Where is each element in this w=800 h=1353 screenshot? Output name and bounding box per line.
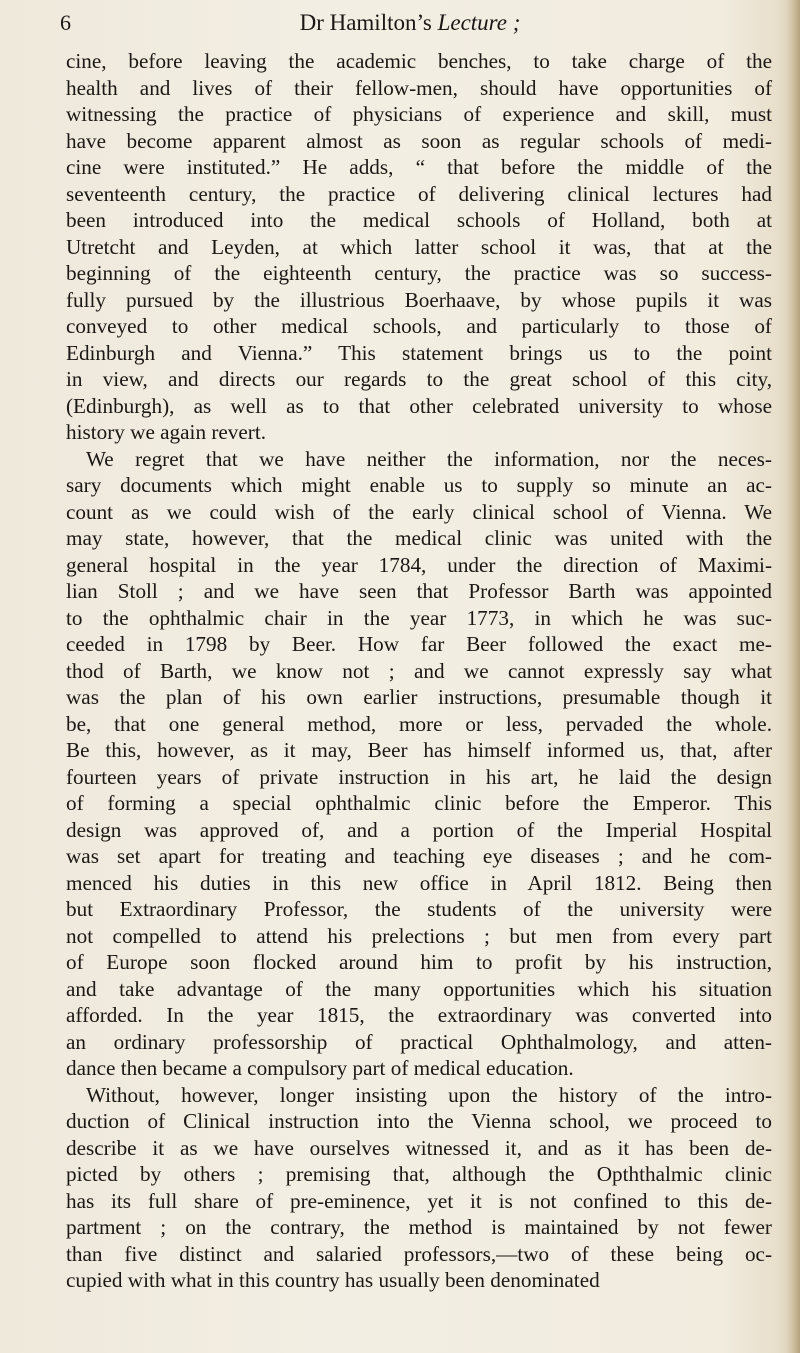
text-line: may state, however, that the medical clinic was united with the	[66, 526, 772, 550]
text-line: cine, before leaving the academic benches, to take charge of the	[66, 49, 772, 73]
running-head-author: Dr Hamilton’s	[299, 10, 432, 35]
text-line: Utretcht and Leyden, at which latter school it was, that at the	[66, 234, 772, 259]
text-line: to the ophthalmic chair in the year 1773, in which he was suc-	[66, 605, 772, 630]
paragraph	[66, 1082, 772, 1294]
paragraph	[66, 446, 772, 1082]
text-line: than five distinct and salaried professors,—two of these being oc-	[66, 1241, 772, 1266]
running-head	[60, 10, 760, 36]
text-line: in view, and directs our regards to the great school of this city,	[66, 367, 772, 391]
text-line: and take advantage of the many opportunities which his situation	[66, 976, 772, 1001]
text-line: beginning of the eighteenth century, the practice was so success-	[66, 261, 772, 285]
text-line: afforded. In the year 1815, the extraordinary was converted into	[66, 1003, 772, 1027]
text-line: partment ; on the contrary, the method is maintained by not fewer	[66, 1215, 772, 1239]
text-line: count as we could wish of the early clinical school of Vienna. We	[66, 499, 772, 524]
text-line: dance then became a compulsory part of medical education.	[66, 1056, 574, 1080]
text-line: health and lives of their fellow-men, should have opportunities of	[66, 75, 772, 100]
text-line: cupied with what in this country has usually been denominated	[66, 1268, 600, 1292]
text-line: sary documents which might enable us to supply so minute an ac-	[66, 473, 772, 497]
text-line: been introduced into the medical schools of Holland, both at	[66, 208, 772, 232]
text-line: Be this, however, as it may, Beer has himself informed us, that, after	[66, 738, 772, 762]
text-line: (Edinburgh), as well as to that other celebrated university to whose	[66, 393, 772, 418]
text-line: conveyed to other medical schools, and particularly to those of	[66, 314, 772, 338]
text-line: an ordinary professorship of practical Ophthalmology, and atten-	[66, 1029, 772, 1054]
text-line: was the plan of his own earlier instructions, presumable though it	[66, 685, 772, 709]
text-line: picted by others ; premising that, although the Opththalmic clinic	[66, 1162, 772, 1186]
text-line: not compelled to attend his prelections ; but men from every part	[66, 923, 772, 948]
page-edge-shadow	[786, 0, 800, 1353]
running-header	[60, 8, 760, 42]
text-line: Without, however, longer insisting upon the history of the intro-	[86, 1082, 772, 1107]
paragraph	[66, 48, 772, 446]
text-line: menced his duties in this new office in April 1812. Being then	[66, 870, 772, 895]
text-line: design was approved of, and a portion of the Imperial Hospital	[66, 817, 772, 842]
text-line: thod of Barth, we know not ; and we cannot expressly say what	[66, 658, 772, 683]
running-head-title: Lecture ;	[437, 10, 521, 35]
text-line: but Extraordinary Professor, the students of the university were	[66, 897, 772, 921]
text-line: Edinburgh and Vienna.” This statement brings us to the point	[66, 340, 772, 365]
text-line: seventeenth century, the practice of delivering clinical lectures had	[66, 181, 772, 206]
page-number: 6	[60, 10, 72, 35]
body-text	[66, 48, 772, 1294]
text-line: has its full share of pre-eminence, yet it is not confined to this de-	[66, 1188, 772, 1213]
text-line: be, that one general method, more or less, pervaded the whole.	[66, 711, 772, 736]
text-line: fully pursued by the illustrious Boerhaave, by whose pupils it was	[66, 287, 772, 312]
text-line: history we again revert.	[66, 420, 267, 444]
text-line: describe it as we have ourselves witnessed it, and as it has been de-	[66, 1135, 772, 1160]
text-line: have become apparent almost as soon as regular schools of medi-	[66, 128, 772, 153]
text-line: of forming a special ophthalmic clinic before the Emperor. This	[66, 791, 772, 815]
text-line: general hospital in the year 1784, under the direction of Maximi-	[66, 552, 772, 577]
text-line: fourteen years of private instruction in his art, he laid the design	[66, 764, 772, 789]
text-line: lian Stoll ; and we have seen that Professor Barth was appointed	[66, 579, 772, 603]
text-line: We regret that we have neither the information, nor the neces-	[86, 446, 772, 471]
text-line: was set apart for treating and teaching eye diseases ; and he com-	[66, 844, 772, 868]
text-line: cine were instituted.” He adds, “ that before the middle of the	[66, 155, 772, 179]
text-line: witnessing the practice of physicians of experience and skill, must	[66, 102, 772, 126]
text-line: of Europe soon flocked around him to profit by his instruction,	[66, 950, 772, 974]
text-line: ceeded in 1798 by Beer. How far Beer followed the exact me-	[66, 632, 772, 656]
text-line: duction of Clinical instruction into the Vienna school, we proceed to	[66, 1109, 772, 1133]
